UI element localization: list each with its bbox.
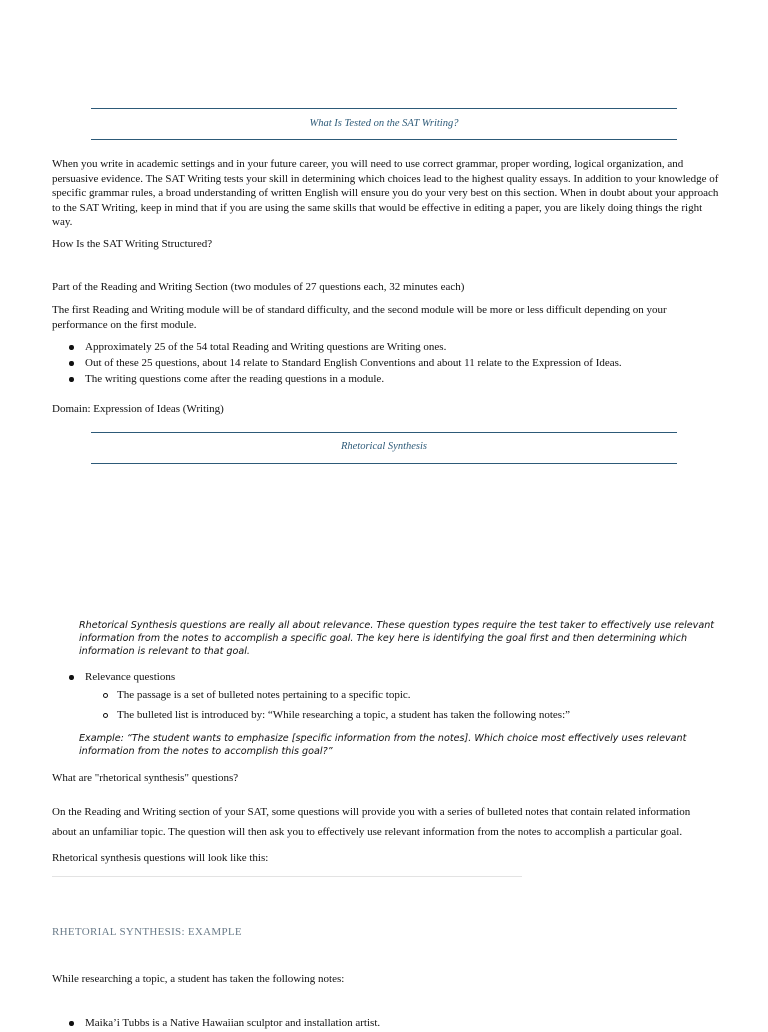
list-item: Relevance questions bbox=[68, 670, 175, 686]
example-question-text: Example: “The student wants to emphasize [specific information from the notes]. Which choice most effectively uses relevant information from the notes to accomplish this goal?” bbox=[79, 733, 687, 757]
notes-list bbox=[68, 1016, 380, 1032]
divider bbox=[52, 876, 522, 877]
researching-text: While researching a topic, a student has taken the following notes: bbox=[52, 973, 345, 985]
section-title-sat-writing: What Is Tested on the SAT Writing? bbox=[309, 118, 459, 129]
section-top-rule bbox=[91, 432, 677, 433]
domain-label: Domain: Expression of Ideas (Writing) bbox=[52, 403, 224, 415]
look-like-text: Rhetorical synthesis questions will look like this: bbox=[52, 852, 269, 864]
example-heading: RHETORIAL SYNTHESIS: EXAMPLE bbox=[52, 926, 242, 938]
modules-paragraph: The first Reading and Writing module will be of standard difficulty, and the second module will be more or less difficult depending on your performance on the first module. bbox=[52, 304, 667, 331]
synthesis-intro-text: Rhetorical Synthesis questions are really all about relevance. These question types require the test taker to effectively use relevant information from the notes to accomplish a specific goal. The key here is identifying the goal first and then determining which information is relevant to that goal. bbox=[79, 620, 715, 657]
list-item: The writing questions come after the reading questions in a module. bbox=[68, 372, 622, 388]
structure-question: How Is the SAT Writing Structured? bbox=[52, 238, 213, 250]
part-of-section-text: Part of the Reading and Writing Section (two modules of 27 questions each, 32 minutes each) bbox=[52, 281, 465, 293]
writing-facts-list bbox=[68, 340, 622, 388]
sub-list-item: The bulleted list is introduced by: “While researching a topic, a student has taken the following notes:” bbox=[102, 708, 570, 722]
list-item: Maika’i Tubbs is a Native Hawaiian sculptor and installation artist. bbox=[68, 1016, 380, 1032]
what-are-question: What are "rhetorical synthesis" questions? bbox=[52, 772, 239, 784]
list-item: Out of these 25 questions, about 14 relate to Standard English Conventions and about 11 relate to the Expression of Ideas. bbox=[68, 356, 622, 372]
intro-paragraph: When you write in academic settings and in your future career, you will need to use correct grammar, proper wording, logical organization, and persuasive evidence. The SAT Writing tests your skill in determining which choices lead to the highest quality essays. In addition to your knowledge of specific grammar rules, a broad understanding of written English will ensure you do your very best on this section. When in doubt about your approach to the SAT Writing, keep in mind that if you are using the same skills that would be effective in editing a paper, you are likely doing things the right way. bbox=[52, 158, 719, 229]
list-item: Approximately 25 of the 54 total Reading and Writing questions are Writing ones. bbox=[68, 340, 622, 356]
on-reading-paragraph: On the Reading and Writing section of your SAT, some questions will provide you with a series of bulleted notes that contain related information about an unfamiliar topic. The question will then ask you to effectively use relevant information from the notes to accomplish a particular goal. bbox=[52, 806, 691, 838]
section-title-rhetorical-synthesis: Rhetorical Synthesis bbox=[340, 441, 428, 452]
sub-list-item: The passage is a set of bulleted notes pertaining to a specific topic. bbox=[102, 688, 411, 702]
section-bottom-rule bbox=[91, 139, 677, 140]
relevance-list bbox=[68, 670, 175, 686]
section-top-rule bbox=[91, 108, 677, 109]
section-bottom-rule bbox=[91, 463, 677, 464]
